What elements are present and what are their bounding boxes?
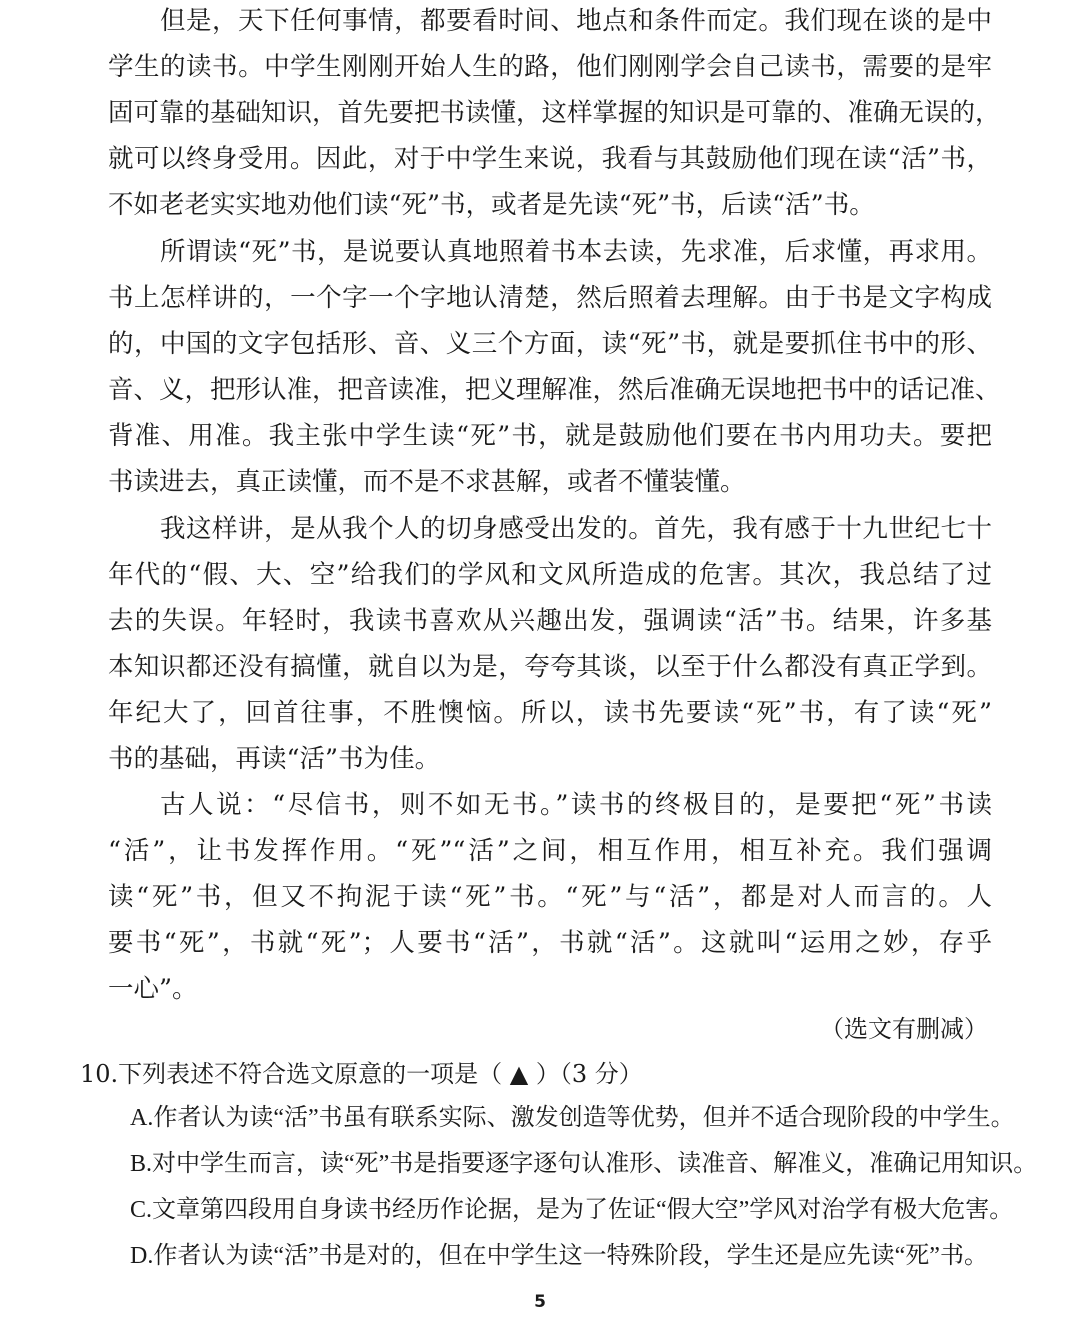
text-line: 古人说：“尽信书，则不如无书。”读书的终极目的，是要把“死”书读 xyxy=(160,790,992,820)
text-line: 年纪大了，回首往事，不胜懊恼。所以，读书先要读“死”书，有了读“死” xyxy=(108,698,992,728)
text-line: 但是，天下任何事情，都要看时间、地点和条件而定。我们现在谈的是中 xyxy=(160,6,992,36)
text-line: 就可以终身受用。因此，对于中学生来说，我看与其鼓励他们现在读“活”书， xyxy=(108,144,992,174)
text-line: 音、义，把形认准，把音读准，把义理解准，然后准确无误地把书中的话记准、 xyxy=(108,375,1001,405)
option-a: A.作者认为读“活”书虽有联系实际、激发创造等优势，但并不适合现阶段的中学生。 xyxy=(130,1105,1015,1131)
text-line: 读“死”书，但又不拘泥于读“死”书。“死”与“活”，都是对人而言的。人 xyxy=(108,882,992,912)
option-d: D.作者认为读“活”书是对的，但在中学生这一特殊阶段，学生还是应先读“死”书。 xyxy=(130,1243,988,1269)
text-line: “活”，让书发挥作用。“死”“活”之间，相互作用，相互补充。我们强调 xyxy=(108,836,992,866)
text-line: 书的基础，再读“活”书为佳。 xyxy=(108,744,441,774)
text-line: 一心”。 xyxy=(108,974,198,1004)
question-text: 下列表述不符合选文原意的一项是（ ▲ ）（3 分） xyxy=(118,1060,643,1088)
option-b: B.对中学生而言，读“死”书是指要逐字逐句认准形、读准音、解准义，准确记用知识。 xyxy=(130,1151,1038,1177)
text-line: 书上怎样讲的，一个字一个字地认清楚，然后照着去理解。由于书是文字构成 xyxy=(108,283,992,313)
text-line: 固可靠的基础知识，首先要把书读懂，这样掌握的知识是可靠的、准确无误的， xyxy=(108,98,1001,128)
text-line: 去的失误。年轻时，我读书喜欢从兴趣出发，强调读“活”书。结果，许多基 xyxy=(108,606,992,636)
text-line: 我这样讲，是从我个人的切身感受出发的。首先，我有感于十九世纪七十 xyxy=(160,514,992,544)
page-number: 5 xyxy=(534,1292,546,1312)
question-number: 10. xyxy=(80,1060,119,1088)
text-line: 本知识都还没有搞懂，就自以为是，夸夸其谈，以至于什么都没有真正学到。 xyxy=(108,652,992,682)
source-note: （选文有删减） xyxy=(820,1015,988,1043)
text-line: 学生的读书。中学生刚刚开始人生的路，他们刚刚学会自己读书，需要的是牢 xyxy=(108,52,992,82)
text-line: 背准、用准。我主张中学生读“死”书，就是鼓励他们要在书内用功夫。要把 xyxy=(108,421,992,451)
question-stem xyxy=(80,1058,643,1090)
text-line: 年代的“假、大、空”给我们的学风和文风所造成的危害。其次，我总结了过 xyxy=(108,560,992,590)
text-line: 要书“死”，书就“死”；人要书“活”，书就“活”。这就叫“运用之妙，存乎 xyxy=(108,928,992,958)
text-line: 所谓读“死”书，是说要认真地照着书本去读，先求准，后求懂，再求用。 xyxy=(160,237,992,267)
text-line: 的，中国的文字包括形、音、义三个方面，读“死”书，就是要抓住书中的形、 xyxy=(108,329,992,359)
text-line: 不如老老实实地劝他们读“死”书，或者是先读“死”书，后读“活”书。 xyxy=(108,190,875,220)
option-c: C.文章第四段用自身读书经历作论据，是为了佐证“假大空”学风对治学有极大危害。 xyxy=(130,1197,1014,1223)
text-line: 书读进去，真正读懂，而不是不求甚解，或者不懂装懂。 xyxy=(108,467,746,497)
